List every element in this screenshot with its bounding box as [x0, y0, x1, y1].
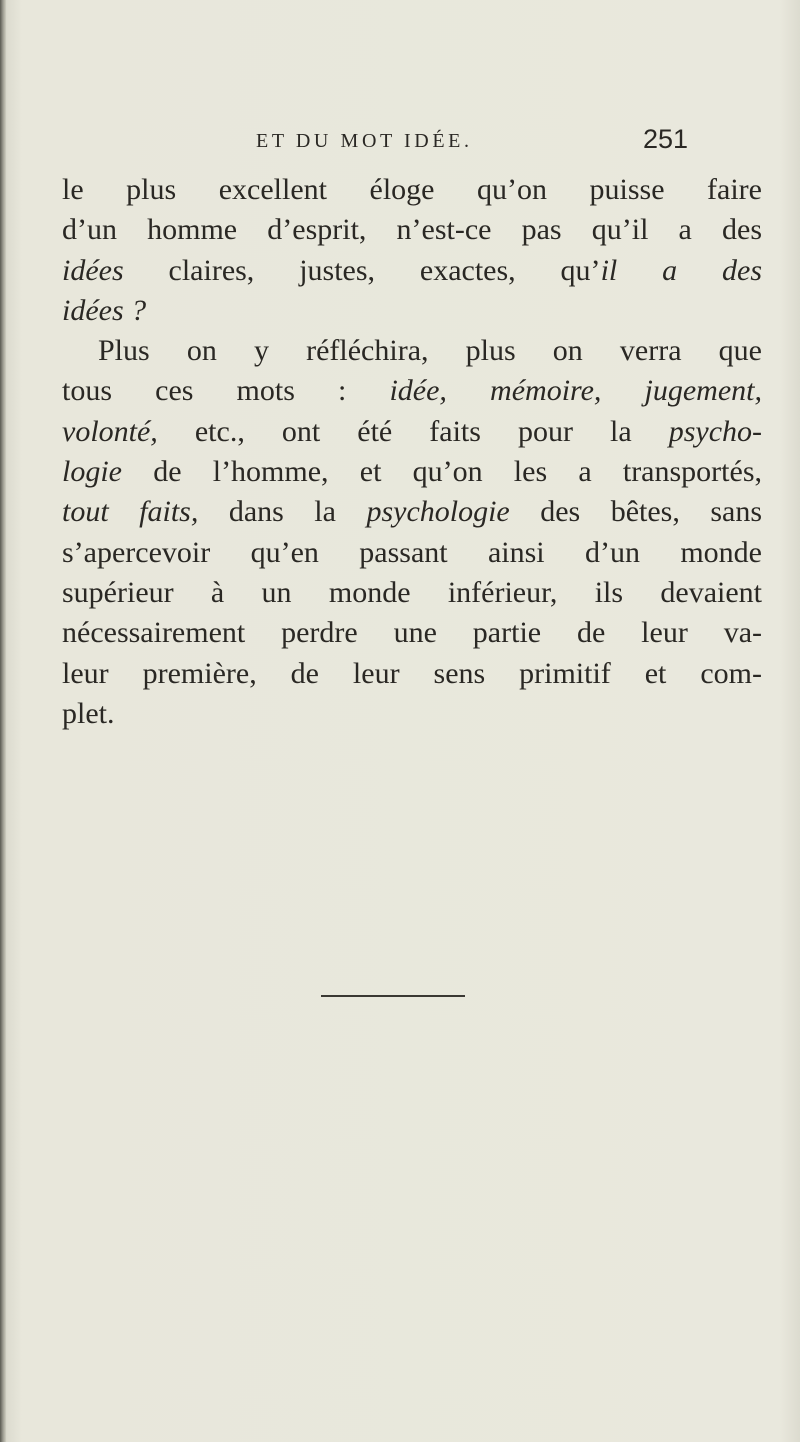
text-span: dans la [198, 495, 367, 529]
text-span: etc., ont été faits pour la [157, 414, 669, 448]
running-head: ET DU MOT IDÉE. [256, 130, 473, 152]
text-line: leur première, de leur sens primitif et com- [62, 656, 762, 690]
text-span: claires, justes, exactes, qu’ [123, 253, 601, 287]
italic-text: psychologie [366, 495, 510, 529]
binding-edge [0, 0, 6, 1442]
paragraph-start-line: Plus on y réfléchira, plus on verra que [98, 334, 762, 368]
text-line [62, 492, 762, 532]
italic-text: idée, mémoire, jugement, [389, 374, 762, 408]
body-text [62, 170, 762, 734]
page-number: 251 [643, 124, 689, 154]
text-line: nécessairement perdre une partie de leur va- [62, 616, 762, 650]
italic-text: psycho- [668, 414, 762, 448]
text-span: tous ces mots : [62, 374, 390, 408]
text-line [62, 251, 762, 291]
italic-text: idées ? [62, 293, 147, 327]
italic-text: volonté, [62, 414, 158, 448]
text-line: supérieur à un monde inférieur, ils devaient [62, 575, 762, 609]
italic-text: idées [62, 253, 124, 287]
text-span: de l’homme, et qu’on les a transportés, [122, 455, 762, 489]
text-span: des bêtes, sans [509, 495, 763, 529]
text-line: le plus excellent éloge qu’on puisse faire [62, 173, 762, 206]
text-line [62, 452, 762, 492]
text-line [62, 291, 762, 331]
italic-text: logie [62, 455, 122, 489]
text-line [62, 371, 762, 411]
text-line: plet. [62, 696, 115, 730]
section-separator-rule [321, 995, 465, 997]
text-line [62, 412, 762, 452]
text-line: d’un homme d’esprit, n’est-ce pas qu’il a des [62, 213, 762, 247]
italic-text: il a des [600, 253, 762, 287]
text-line: s’apercevoir qu’en passant ainsi d’un monde [62, 535, 762, 569]
italic-text: tout faits, [62, 495, 199, 529]
